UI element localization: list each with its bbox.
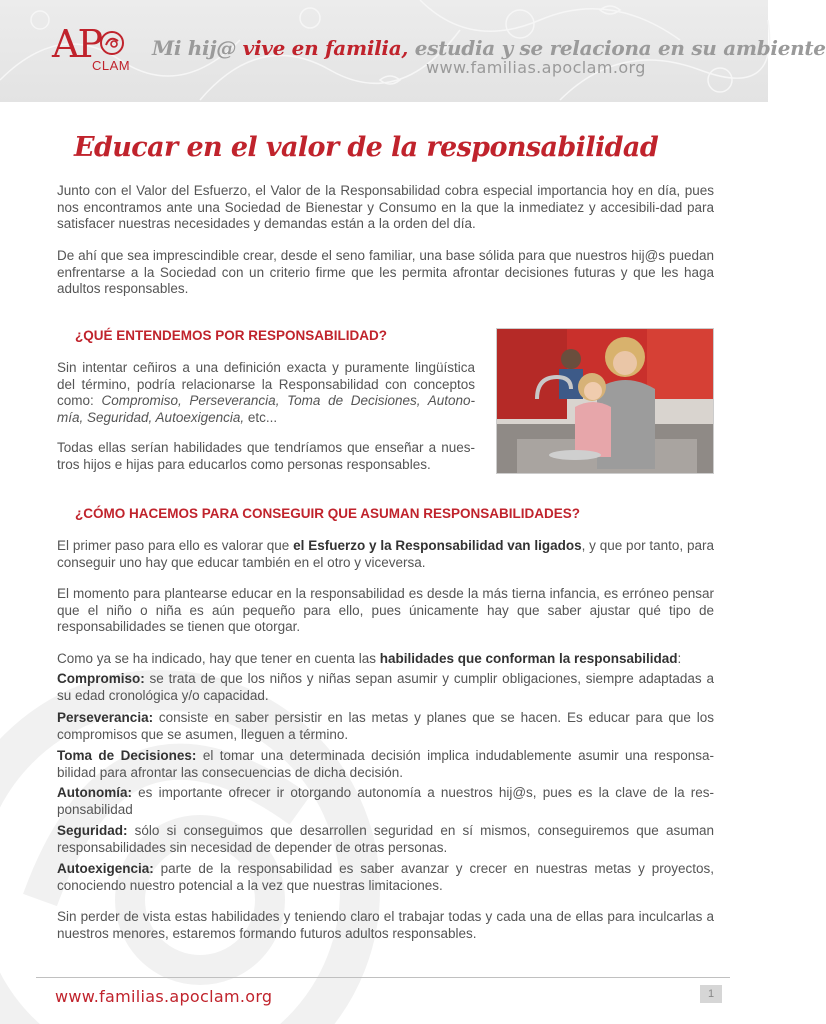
closing-paragraph: Sin perder de vista estas habilidades y teniendo claro el trabajar todas y cada una de ellas para inculcarlas a nuestros menores, estaremos formando futuros adultos responsables. bbox=[57, 909, 714, 941]
section2-p1-bold: el Esfuerzo y la Responsabilidad van ligados bbox=[293, 538, 582, 553]
skill-item bbox=[57, 823, 714, 856]
skill-item bbox=[57, 748, 714, 781]
section2-p1-end: , y que por tanto, para conseguir uno hay que educar también en el otro y viceversa. bbox=[57, 538, 714, 570]
skill-description: es importante ofrecer ir otorgando autonomía a nuestros hij@s, pues es la clave de la res-ponsabilidad bbox=[57, 785, 714, 817]
section2-paragraph-3 bbox=[57, 651, 714, 668]
section-heading-how-to: ¿CÓMO HACEMOS PARA CONSEGUIR QUE ASUMAN RESPONSABILIDADES? bbox=[75, 506, 581, 521]
section1-p1-text: Sin intentar ceñiros a una definición exacta y puramente lingüística del término, podría relacionarse la Responsabilidad con conceptos como: bbox=[57, 360, 475, 408]
section-heading-what-is: ¿QUÉ ENTENDEMOS POR RESPONSABILIDAD? bbox=[75, 328, 388, 343]
skill-name: Perseverancia: bbox=[57, 710, 154, 725]
tagline-part-2: vive en familia, bbox=[242, 36, 409, 60]
section2-paragraph-2: El momento para plantearse educar en la responsabilidad es desde la más tierna infancia, es erróneo pensar que el niño o niña es aún pequeño para ello, pues únicamente hay que saber ajustar qué tipo de responsabilidades se tienen que otorgar. bbox=[57, 586, 714, 634]
page-number: 1 bbox=[700, 985, 722, 1003]
tagline-part-1: Mi hij@ bbox=[152, 36, 243, 60]
tagline-part-3: estudia y se relaciona en su ambiente bbox=[408, 36, 826, 60]
photo-illustration bbox=[497, 329, 713, 473]
section2-p3-end: : bbox=[677, 651, 682, 666]
skill-name: Seguridad: bbox=[57, 823, 128, 838]
skill-description: el tomar una determinada decisión implica indudablemente asumir una responsa-bilidad para afrontar las consecuencias de dicha decisión. bbox=[57, 748, 714, 780]
section1-p1-end: etc... bbox=[244, 409, 278, 425]
skill-item bbox=[57, 785, 714, 818]
header-tagline bbox=[152, 36, 826, 60]
page-header bbox=[0, 0, 826, 102]
skill-item bbox=[57, 671, 714, 704]
skill-item bbox=[57, 710, 714, 743]
section1-paragraph-2: Todas ellas serían habilidades que tendríamos que enseñar a nues-tros hijos e hijas para educarlos como personas responsables. bbox=[57, 440, 475, 472]
header-website-link[interactable]: www.familias.apoclam.org bbox=[426, 58, 646, 77]
apoclam-logo bbox=[52, 22, 132, 76]
skill-name: Autoexigencia: bbox=[57, 861, 154, 876]
section1-p1-italic-list: Compromiso, Perseverancia, Toma de Decisiones, Autono-mía, Seguridad, Autoexigencia, bbox=[57, 393, 476, 425]
logo-clam-text: CLAM bbox=[92, 58, 131, 73]
skill-description: sólo si conseguimos que desarrollen seguridad en sí mismos, conseguiremos que asuman responsabilidades sin necesidad de depender de otras personas. bbox=[57, 823, 714, 855]
section2-p3-bold: habilidades que conforman la responsabilidad bbox=[379, 651, 678, 666]
logo-swirl-icon bbox=[98, 29, 126, 57]
skill-item bbox=[57, 861, 714, 894]
footer-divider bbox=[36, 977, 730, 978]
intro-paragraph-1: Junto con el Valor del Esfuerzo, el Valor de la Responsabilidad cobra especial importancia hoy en día, pues nos encontramos ante una Sociedad de Bienestar y Consumo en la que la inmediatez y accesibili-dad para satisfacer nuestras necesidades y demandas están a la orden del día. bbox=[57, 183, 714, 231]
article-title: Educar en el valor de la responsabilidad bbox=[74, 132, 659, 163]
logo-ap-text: AP bbox=[52, 22, 102, 66]
skill-name: Autonomía: bbox=[57, 785, 132, 800]
skill-description: se trata de que los niños y niñas sepan asumir y cumplir obligaciones, siempre adaptadas a su edad cronológica y/o capacidad. bbox=[57, 671, 714, 703]
mother-daughter-handwashing-photo bbox=[496, 328, 714, 474]
section2-p1-start: El primer paso para ello es valorar que bbox=[57, 538, 294, 553]
section1-paragraph-1 bbox=[57, 360, 475, 426]
footer-website-link[interactable]: www.familias.apoclam.org bbox=[55, 987, 273, 1006]
skill-description: consiste en saber persistir en las metas y planes que se hacen. Es educar para que los compromisos que se asumen, lleguen a término. bbox=[57, 710, 714, 742]
intro-paragraph-2: De ahí que sea imprescindible crear, desde el seno familiar, una base sólida para que nuestros hij@s puedan enfrentarse a la Sociedad con un criterio firme que les permita afrontar decisiones futuras y que les haga adultos responsables. bbox=[57, 248, 714, 296]
section2-paragraph-1 bbox=[57, 538, 714, 571]
section2-p3-start: Como ya se ha indicado, hay que tener en cuenta las bbox=[57, 651, 380, 666]
skill-name: Toma de Decisiones: bbox=[57, 748, 197, 763]
skill-description: parte de la responsabilidad es saber avanzar y crecer en nuestras metas y proyectos, conociendo nuestro potencial a la vez que nuestras limitaciones. bbox=[57, 861, 714, 893]
skill-name: Compromiso: bbox=[57, 671, 145, 686]
